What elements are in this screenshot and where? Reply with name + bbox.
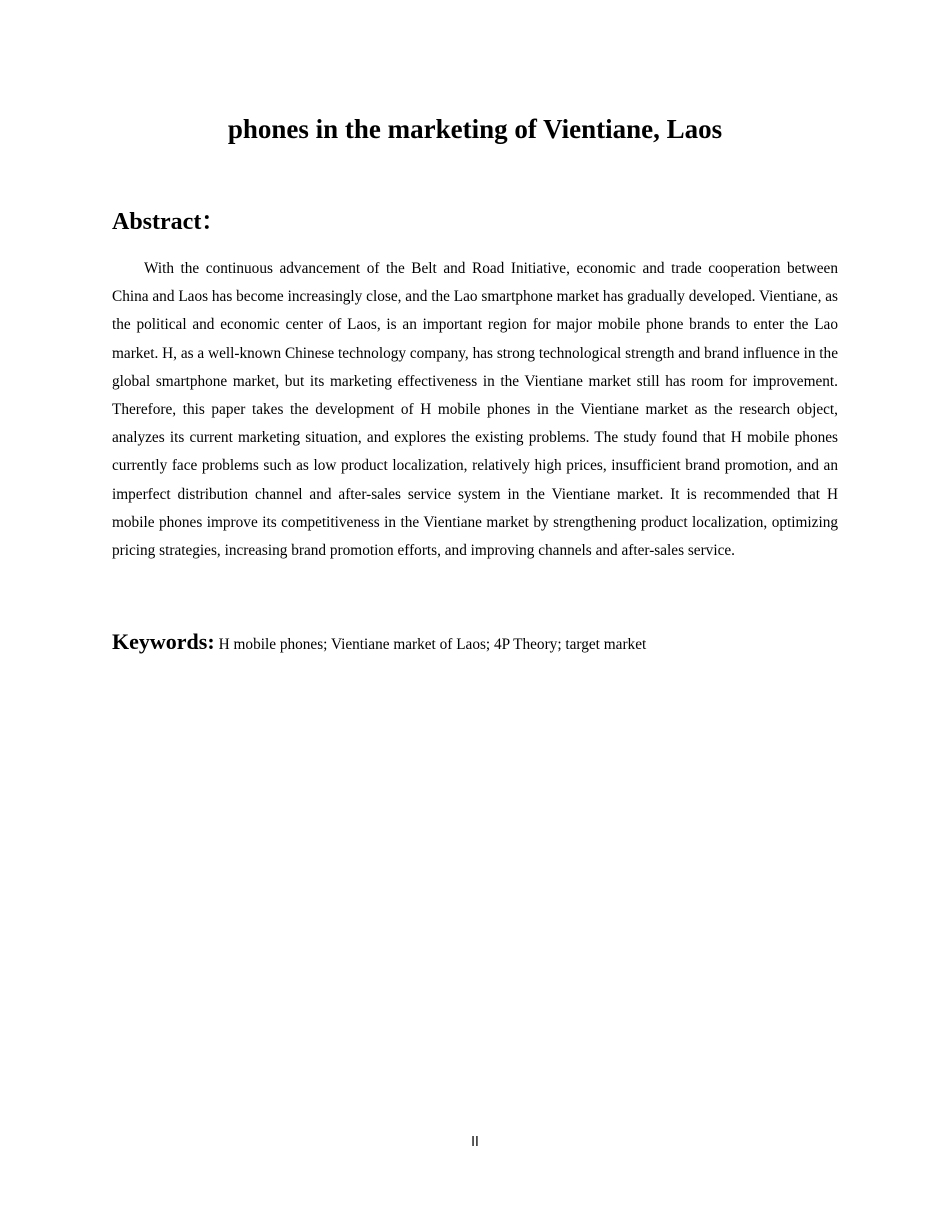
abstract-body: With the continuous advancement of the Belt and Road Initiative, economic and trade cooperation between China and Laos has become increasingly close, and the Lao smartphone market has gradually developed. Vientiane, as the political and economic center of Laos, is an important region for major mobile phone brands to enter the Lao market. H, as a well-known Chinese technology company, has strong technological strength and brand influence in the global smartphone market, but its marketing effectiveness in the Vientiane market still has room for improvement. Therefore, this paper takes the development of H mobile phones in the Vientiane market as the research object, analyzes its current marketing situation, and explores the existing problems. The study found that H mobile phones currently face problems such as low product localization, relatively high prices, insufficient brand promotion, and an imperfect distribution channel and after-sales service system in the Vientiane market. It is recommended that H mobile phones improve its competitiveness in the Vientiane market by strengthening product localization, optimizing pricing strategies, increasing brand promotion efforts, and improving channels and after-sales service. [112, 260, 838, 560]
keywords-text: H mobile phones; Vientiane market of Laos; 4P Theory; target market [218, 636, 647, 653]
page-title: phones in the marketing of Vientiane, Laos [227, 114, 723, 144]
keywords-label: Keywords: [112, 629, 215, 654]
abstract-heading: Abstract： [112, 209, 226, 235]
keywords-line [112, 627, 838, 660]
page-number: II [471, 1135, 479, 1150]
